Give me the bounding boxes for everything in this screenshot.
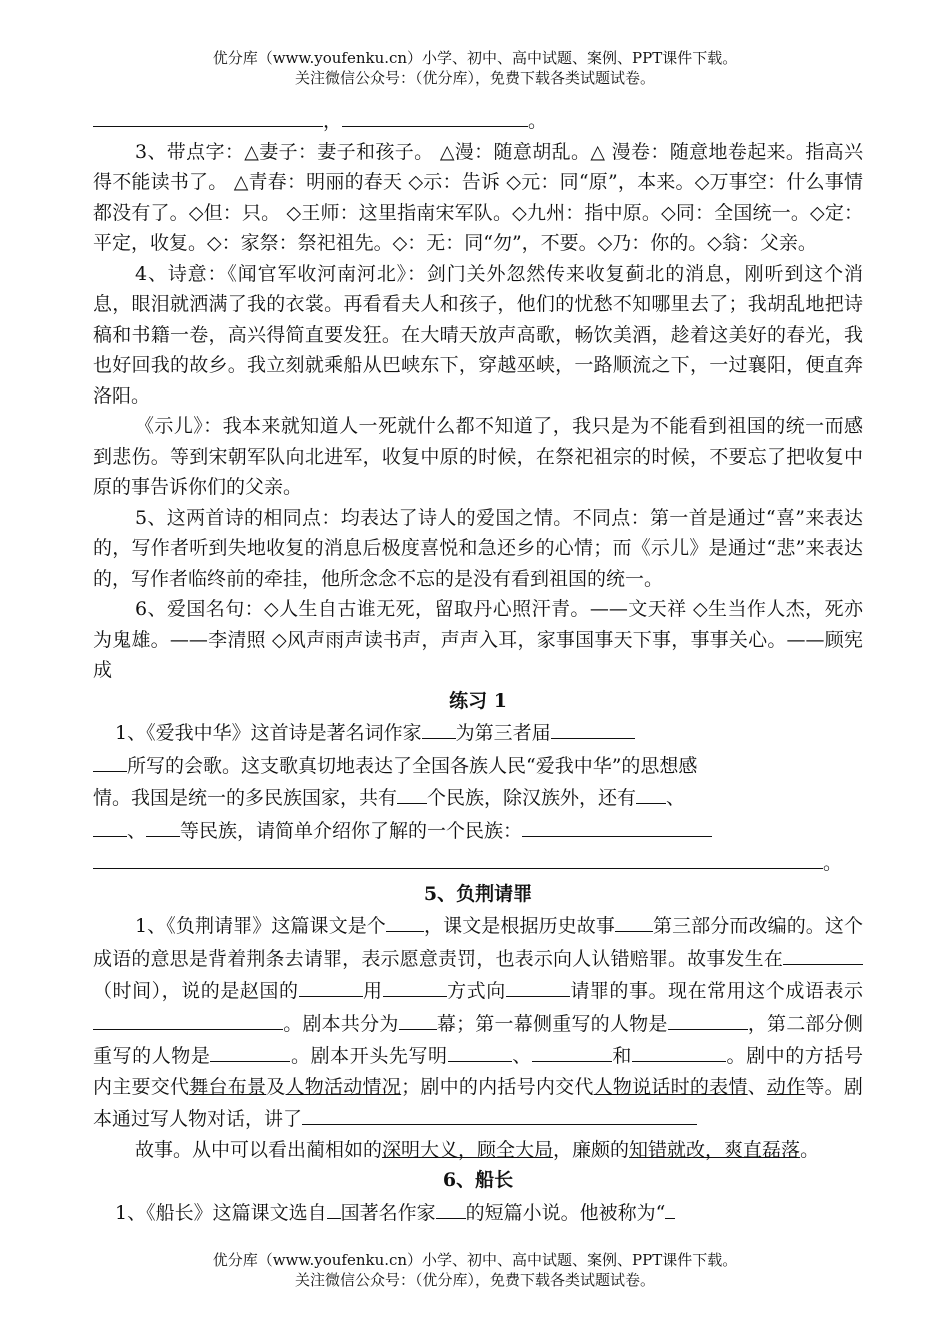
paragraph-shier: 《示儿》：我本来就知道人一死就什么都不知道了，我只是为不能看到祖国的统一而感到悲伤。等到宋朝军队向北进军，收复中原的时候，在祭祀祖宗的时候，不要忘了把收复中原的事告诉你们的父亲。 <box>93 415 863 498</box>
blank[interactable] <box>93 104 323 127</box>
header-line-1: 优分库（www.youfenku.cn）小学、初中、高中试题、案例、PPT课件下载。 <box>212 49 738 67</box>
lesson-6-title: 6、船长 <box>442 1169 514 1191</box>
blank[interactable] <box>397 781 427 804</box>
lesson-5-question: 1、《负荆请罪》这篇课文是个 ，课文是根据历史故事 第三部分而改编的。这个成语的意思是背着荆条去请罪，表示愿意责罚，也表示向人认错赔罪。故事发生在（时间），说的是赵国的 用 方式向 请罪的事。现在常用这个成语表示。剧本共分为 幕；第一幕侧重写的人物是 ，第二部分侧重写的人物是 。剧本开头先写明 、 和 。剧中的方括号内主要交代舞台布景及人物活动情况；剧中的内括号内交代人物说话时的表情、动作等。剧本通过写人物对话，讲了 故事。从中可以看出蔺相如的深明大义，顾全大局，廉颇的知错就改，爽直磊落。 <box>93 909 863 1165</box>
lesson-5-title: 5、负荆请罪 <box>423 882 533 905</box>
lesson-5-tail: 故事。从中可以看出蔺相如的深明大义，顾全大局，廉颇的知错就改，爽直磊落。 <box>135 1138 820 1161</box>
document-body <box>93 104 863 1228</box>
blank[interactable] <box>386 909 424 932</box>
blank[interactable] <box>668 1007 748 1030</box>
paragraph-6: 6、爱国名句：◇人生自古谁无死，留取丹心照汗青。——文天祥 ◇生当作人杰，死亦为鬼雄。——李清照 ◇风声雨声读书声，声声入耳，家事国事天下事，事事关心。——顾宪成 <box>93 598 863 681</box>
blank[interactable] <box>302 1102 697 1125</box>
lesson-6-question: 1、《船长》这篇课文选自 国著名作家 的短篇小说。他被称为“ <box>93 1196 863 1229</box>
blank[interactable] <box>93 846 823 869</box>
blank[interactable] <box>506 974 570 997</box>
paragraph-5: 5、这两首诗的相同点：均表达了诗人的爱国之情。不同点：第一首是通过“喜”来表达的，写作者听到失地收复的消息后极度喜悦和急还乡的心情；而《示儿》是通过“悲”来表达的，写作者临终前的牵挂，他所念念不忘的是没有看到祖国的统一。 <box>93 506 863 590</box>
footer-line-2: 关注微信公众号：（优分库），免费下载各类试题试卷。 <box>294 1271 655 1289</box>
exercise-1-title: 练习 1 <box>449 689 507 712</box>
blank[interactable] <box>783 942 863 965</box>
blank[interactable] <box>210 1039 290 1062</box>
blank[interactable] <box>532 1039 612 1062</box>
footer-line-1: 优分库（www.youfenku.cn）小学、初中、高中试题、案例、PPT课件下载。 <box>212 1251 738 1269</box>
page-footer <box>0 1250 950 1290</box>
blank[interactable] <box>615 909 653 932</box>
blank[interactable] <box>448 1039 512 1062</box>
blank[interactable] <box>551 716 635 739</box>
blank[interactable] <box>665 1196 675 1219</box>
blank[interactable] <box>436 1196 466 1219</box>
blank[interactable] <box>93 749 127 772</box>
exercise-1-question: 1、《爱我中华》这首诗是著名词作家 为第三者届 所写的会歌。这支歌真切地表达了全国各族人民“爱我中华”的思想感 情。我国是统一的多民族国家，共有 个民族，除汉族外，还有 、 、 等民族，请简单介绍你了解的一个民族： 。 <box>93 716 863 879</box>
top-answer-line: ， 。 <box>93 104 863 137</box>
blank[interactable] <box>399 1007 437 1030</box>
blank[interactable] <box>422 716 456 739</box>
blank[interactable] <box>632 1039 726 1062</box>
paragraph-3: 3、带点字：△妻子：妻子和孩子。 △漫：随意胡乱。△ 漫卷：随意地卷起来。指高兴得不能读书了。 △青春：明丽的春天 ◇示：告诉 ◇元：同“原”，本来。◇万事空：什么事情都没有了。◇但：只。 ◇王师：这里指南宋军队。◇九州：指中原。◇同：全国统一。◇定：平定，收复。◇：家祭：祭祀祖先。◇：无：同“勿”，不要。◇乃：你的。◇翁：父亲。 <box>93 140 863 254</box>
blank[interactable] <box>636 781 666 804</box>
blank[interactable] <box>327 1196 341 1219</box>
blank[interactable] <box>342 104 528 127</box>
page-header <box>0 48 950 88</box>
header-line-2: 关注微信公众号：（优分库），免费下载各类试题试卷。 <box>294 69 655 87</box>
blank[interactable] <box>299 974 363 997</box>
blank[interactable] <box>93 1007 283 1030</box>
blank[interactable] <box>383 974 447 997</box>
blank[interactable] <box>146 814 180 837</box>
blank[interactable] <box>522 814 712 837</box>
blank[interactable] <box>93 814 127 837</box>
paragraph-4: 4、诗意：《闻官军收河南河北》：剑门关外忽然传来收复蓟北的消息，刚听到这个消息，眼泪就洒满了我的衣裳。再看看夫人和孩子，他们的忧愁不知哪里去了；我胡乱地把诗稿和书籍一卷，高兴得简直要发狂。在大晴天放声高歌，畅饮美酒，趁着这美好的春光，我也好回我的故乡。我立刻就乘船从巴峡东下，穿越巫峡，一路顺流之下，一过襄阳，便直奔洛阳。 <box>93 262 863 407</box>
